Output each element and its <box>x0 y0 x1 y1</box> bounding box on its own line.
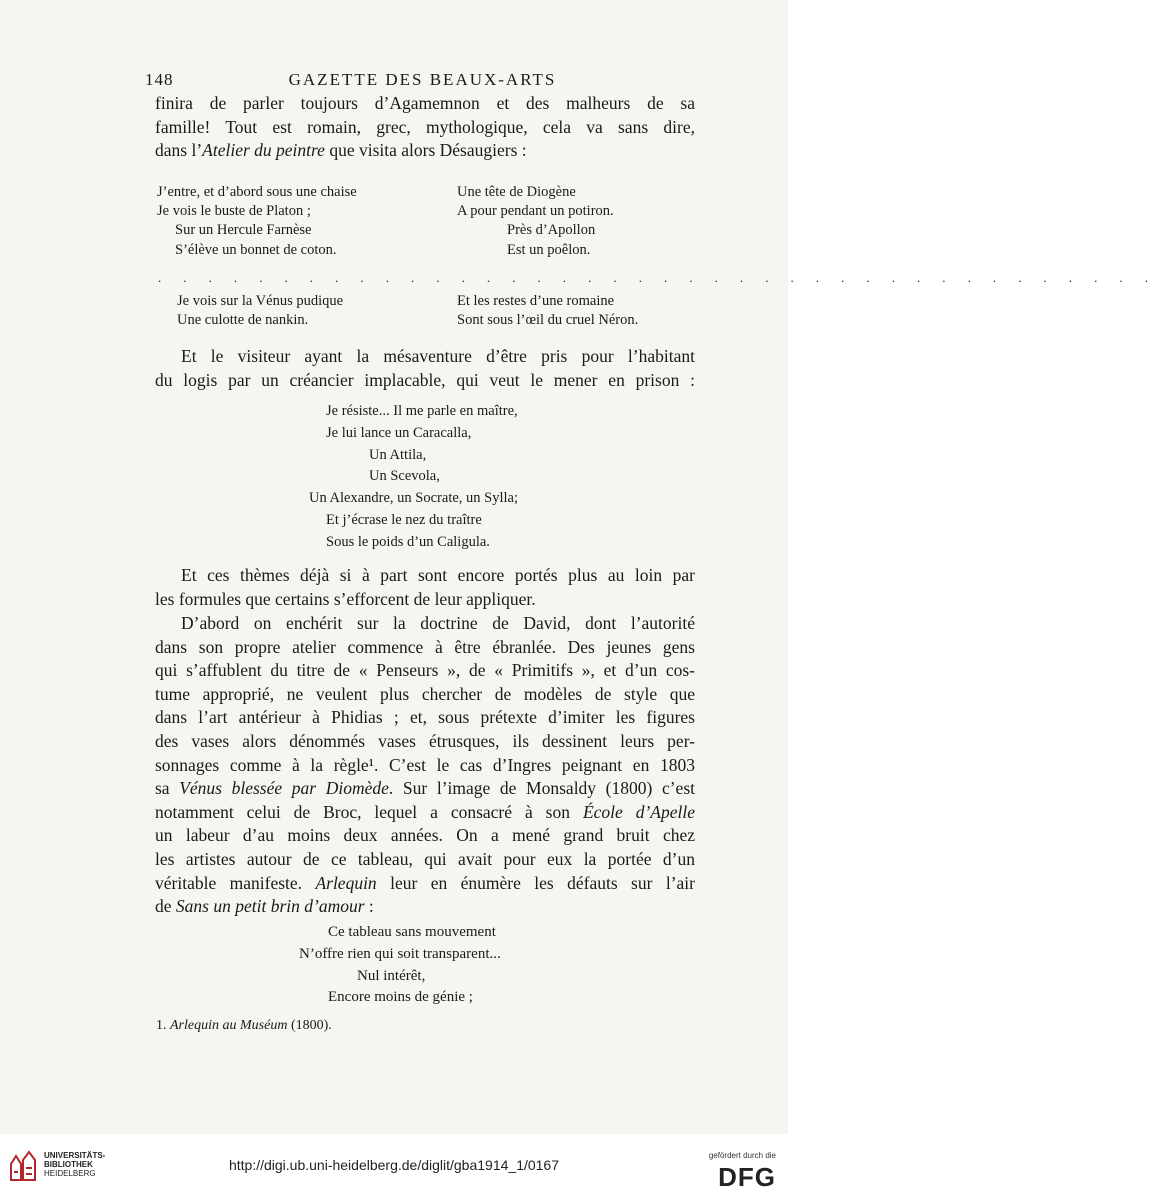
verse-line: A pour pendant un potiron. <box>457 203 614 220</box>
text-line: tume approprié, ne veulent plus chercher de modèles de style que <box>155 683 695 704</box>
verse-line: Sont sous l’œil du cruel Néron. <box>457 312 639 329</box>
verse-line: Un Alexandre, un Socrate, un Sylla; <box>309 490 518 507</box>
text-line: Et le visiteur ayant la mésaventure d’être pris pour l’habitant <box>181 346 695 366</box>
verse-line: Un Attila, <box>369 446 427 463</box>
verse-line: Une culotte de nankin. <box>177 312 309 329</box>
paragraph-1 <box>155 92 695 163</box>
verse-line: Et j’écrase le nez du traître <box>326 511 482 528</box>
footnote: 1. Arlequin au Muséum (1800). <box>156 1018 332 1033</box>
verse-line: Une tête de Diogène <box>457 184 576 200</box>
verse-line: Je résiste... Il me parle en maître, <box>326 403 518 419</box>
verse-line: Et les restes d’une romaine <box>457 293 615 309</box>
text-line: de Sans un petit brin d’amour : <box>155 896 374 917</box>
verse-1-right-2 <box>457 292 638 330</box>
verse-line: S’élève un bonnet de coton. <box>175 241 337 258</box>
text-line: dans l’art antérieur à Phidias ; et, sous prétexte d’imiter les figures <box>155 707 695 728</box>
text-line: les artistes autour de ce tableau, qui avait pour eux la portée d’un <box>155 848 695 869</box>
text-line: un labeur d’au moins deux années. On a mené grand bruit chez <box>155 825 695 846</box>
verse-2 <box>309 401 518 554</box>
verse-line: Encore moins de génie ; <box>328 989 473 1006</box>
verse-line: Ce tableau sans mouvement <box>328 924 496 940</box>
verse-line: Je vois le buste de Platon ; <box>157 203 311 220</box>
running-header <box>145 70 700 94</box>
library-name: UNIVERSITÄTS- BIBLIOTHEK HEIDELBERG <box>44 1151 106 1178</box>
verse-line: Un Scevola, <box>369 468 440 485</box>
text-line: véritable manifeste. Arlequin leur en énumère les défauts sur l’air <box>155 872 695 893</box>
verse-1-right <box>457 183 614 260</box>
text-line: notamment celui de Broc, lequel a consacré à son École d’Apelle <box>155 801 695 822</box>
text-line: sonnages comme à la règle¹. C’est le cas d’Ingres peignant en 1803 <box>155 754 695 775</box>
verse-line: Je lui lance un Caracalla, <box>326 424 472 441</box>
text-line: qui s’affublent du titre de « Penseurs », de « Primitifs », et d’un cos- <box>155 660 695 681</box>
verse-line: J’entre, et d’abord sous une chaise <box>157 184 357 200</box>
verse-1-left <box>157 183 357 260</box>
text-line: sa Vénus blessée par Diomède. Sur l’image de Monsaldy (1800) c’est <box>155 778 696 799</box>
paragraph-4 <box>155 612 695 919</box>
viewer-footer <box>0 1134 788 1197</box>
text-line: D’abord on enchérit sur la doctrine de David, dont l’autorité <box>181 613 695 633</box>
journal-title: GAZETTE DES BEAUX-ARTS <box>288 70 557 89</box>
verse-line: Est un poêlon. <box>507 241 591 258</box>
verse-1-left-2 <box>177 292 343 330</box>
text-line: dans son propre atelier commence à être ébranlée. Des jeunes gens <box>155 636 695 657</box>
paragraph-3 <box>155 564 695 611</box>
dfg-logo: DFG <box>718 1162 776 1192</box>
text-line: dans l’Atelier du peintre que visita alors Désaugiers : <box>155 140 527 161</box>
funded-by-label: gefördert durch die <box>708 1151 776 1160</box>
ellipsis-dots: . . . . . . . . . . . . . . . . . . . . . . . . . . . . . . . . . . . . . . . . <box>158 270 1157 285</box>
verse-3 <box>299 922 501 1009</box>
paragraph-2 <box>155 345 695 392</box>
text-line: du logis par un créancier implacable, qui veut le mener en prison : <box>155 369 695 390</box>
text-line: des vases alors dénommés vases étrusques, ils dessinent leurs per- <box>155 730 695 751</box>
text-line: famille! Tout est romain, grec, mythologique, cela va sans dire, <box>155 116 695 137</box>
text-line: les formules que certains s’efforcent de leur appliquer. <box>155 588 536 609</box>
text-line: finira de parler toujours d’Agamemnon et des malheurs de sa <box>155 93 695 113</box>
verse-line: Nul intérêt, <box>357 967 426 984</box>
text-line: Et ces thèmes déjà si à part sont encore portés plus au loin par <box>181 565 695 585</box>
verse-line: Sur un Hercule Farnèse <box>175 222 312 239</box>
verse-line: N’offre rien qui soit transparent... <box>299 945 501 962</box>
verse-line: Sous le poids d’un Caligula. <box>326 533 490 550</box>
page-number: 148 <box>145 70 174 89</box>
verse-line: Près d’Apollon <box>507 222 596 239</box>
page-url[interactable]: http://digi.ub.uni-heidelberg.de/diglit/gba1914_1/0167 <box>228 1157 560 1173</box>
verse-line: Je vois sur la Vénus pudique <box>177 293 344 309</box>
